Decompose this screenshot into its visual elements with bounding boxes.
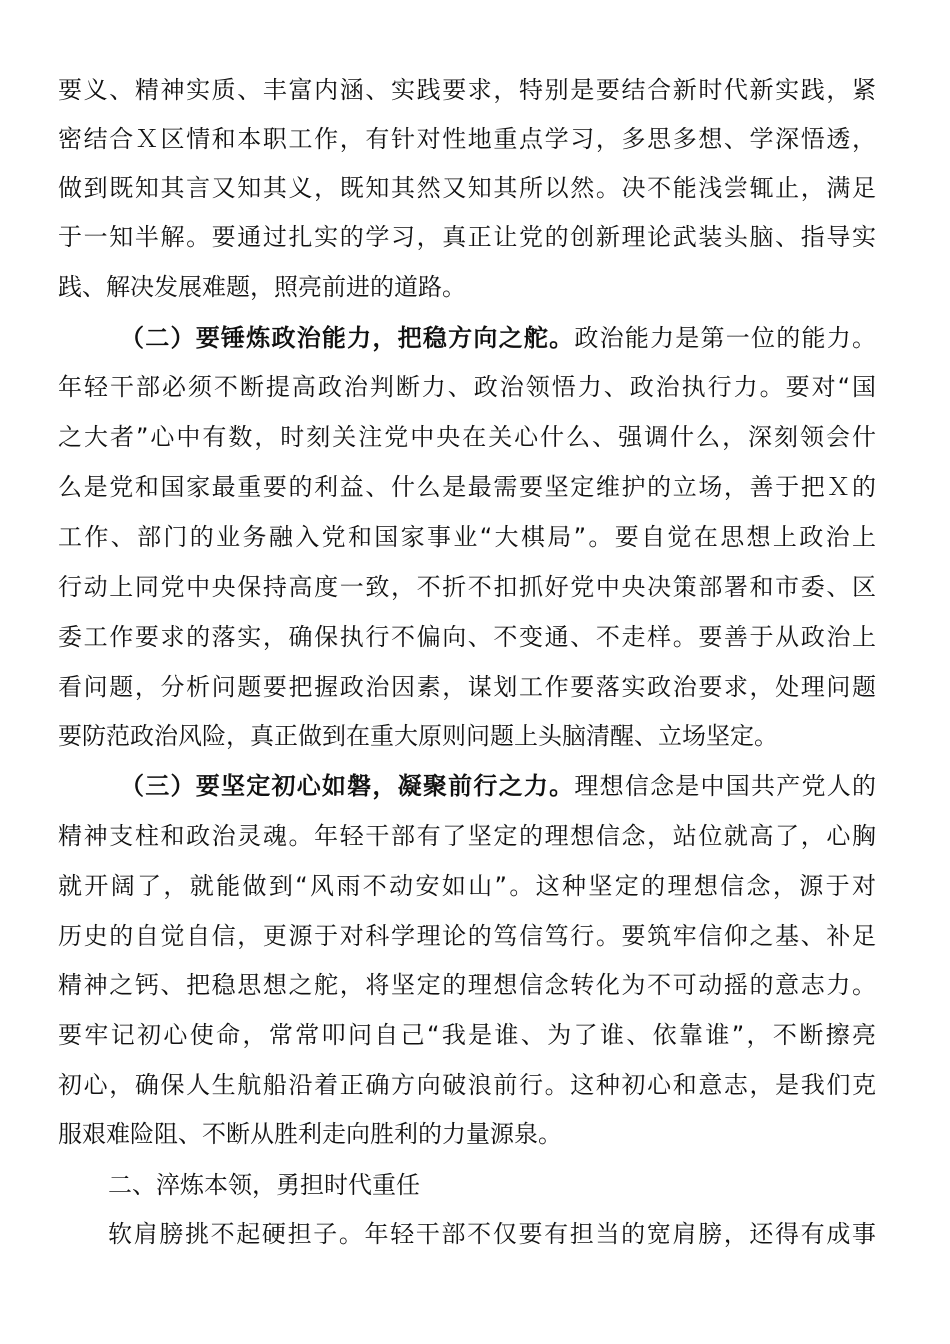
paragraph-line: 践、解决发展难题，照亮前进的道路。 [58, 273, 466, 301]
subheading-title: （二）要锤炼政治能力，把稳方向之舵。 [120, 324, 575, 352]
subheading-text: 政治能力是第一位的能力。 [574, 324, 876, 352]
paragraph-line: 软肩膀挑不起硬担子。年轻干部不仅要有担当的宽肩膀，还得有成事 [108, 1220, 876, 1248]
paragraph-line: 么是党和国家最重要的利益、什么是最需要坚定维护的立场，善于把Ｘ的 [58, 473, 876, 501]
paragraph-line: 密结合Ｘ区情和本职工作，有针对性地重点学习，多思多想、学深悟透， [58, 125, 876, 153]
paragraph-line: 精神之钙、把稳思想之舵，将坚定的理想信念转化为不可动摇的意志力。 [58, 971, 876, 999]
subheading-line [120, 323, 876, 353]
paragraph-line: 于一知半解。要通过扎实的学习，真正让党的创新理论武装头脑、指导实 [58, 223, 876, 251]
paragraph-line: 行动上同党中央保持高度一致，不折不扣抓好党中央决策部署和市委、区 [58, 573, 876, 601]
paragraph-line: 看问题，分析问题要把握政治因素，谋划工作要落实政治要求，处理问题 [58, 673, 876, 701]
paragraph-line: 历史的自觉自信，更源于对科学理论的笃信笃行。要筑牢信仰之基、补足 [58, 922, 876, 950]
subheading-text: 理想信念是中国共产党人的 [574, 772, 876, 800]
section-heading: 二、淬炼本领，勇担时代重任 [108, 1171, 420, 1199]
paragraph-line: 要防范政治风险，真正做到在重大原则问题上头脑清醒、立场坚定。 [58, 722, 778, 750]
paragraph-line: 年轻干部必须不断提高政治判断力、政治领悟力、政治执行力。要对“国 [58, 373, 876, 401]
subheading-line [120, 771, 876, 801]
paragraph-line: 委工作要求的落实，确保执行不偏向、不变通、不走样。要善于从政治上 [58, 623, 876, 651]
paragraph-line: 做到既知其言又知其义，既知其然又知其所以然。决不能浅尝辄止，满足 [58, 174, 876, 202]
paragraph-line: 精神支柱和政治灵魂。年轻干部有了坚定的理想信念，站位就高了，心胸 [58, 822, 876, 850]
paragraph-line: 要牢记初心使命，常常叩问自己“我是谁、为了谁、依靠谁”，不断擦亮 [58, 1021, 876, 1049]
paragraph-line: 初心，确保人生航船沿着正确方向破浪前行。这种初心和意志，是我们克 [58, 1071, 876, 1099]
paragraph-line: 要义、精神实质、丰富内涵、实践要求，特别是要结合新时代新实践，紧 [58, 76, 876, 104]
paragraph-line: 工作、部门的业务融入党和国家事业“大棋局”。要自觉在思想上政治上 [58, 523, 876, 551]
paragraph-line: 就开阔了，就能做到“风雨不动安如山”。这种坚定的理想信念，源于对 [58, 872, 876, 900]
paragraph-line: 之大者”心中有数，时刻关注党中央在关心什么、强调什么，深刻领会什 [58, 423, 876, 451]
paragraph-line: 服艰难险阻、不断从胜利走向胜利的力量源泉。 [58, 1120, 562, 1148]
subheading-title: （三）要坚定初心如磐，凝聚前行之力。 [120, 772, 575, 800]
